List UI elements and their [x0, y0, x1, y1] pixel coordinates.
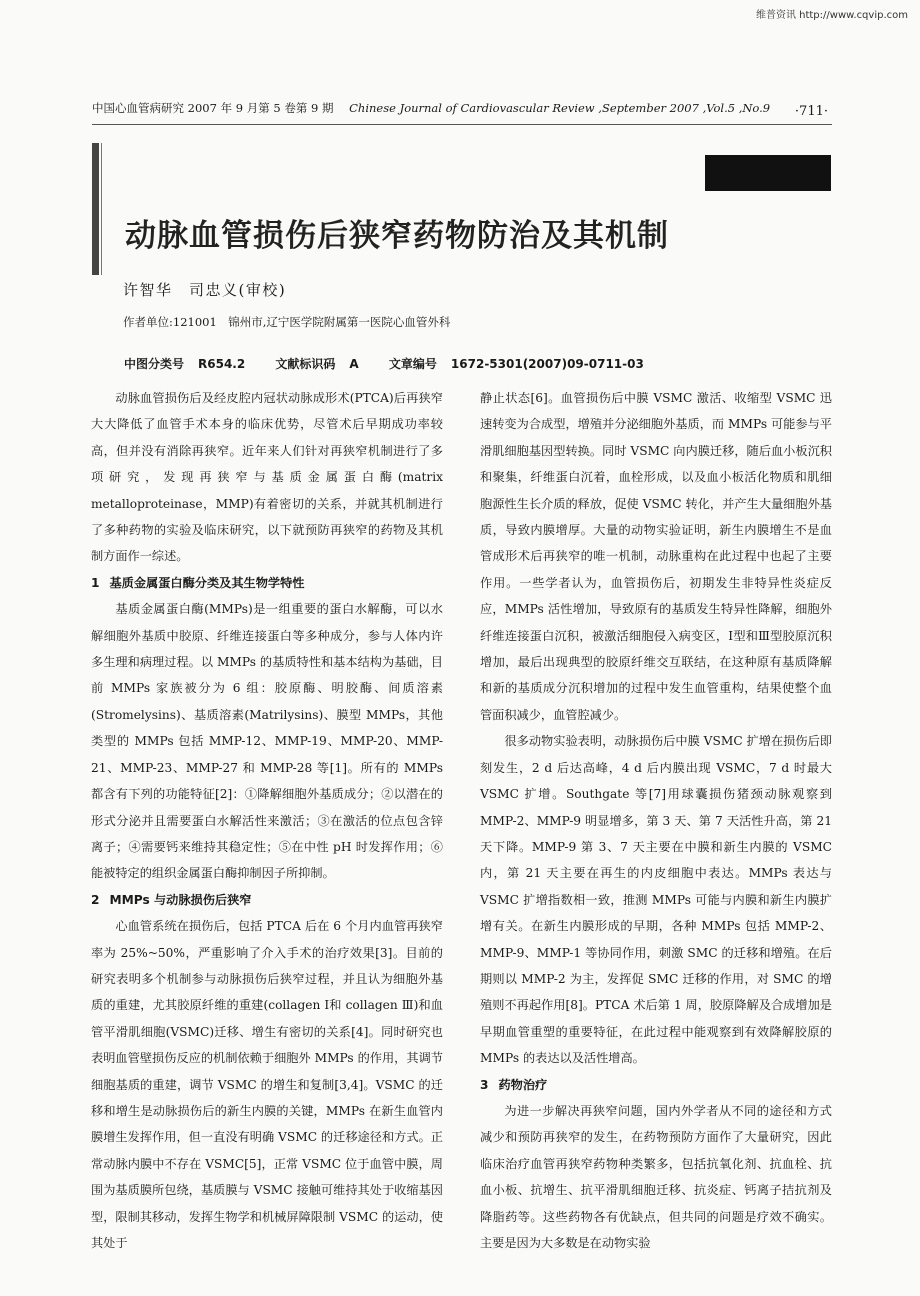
section-3-heading [480, 1072, 832, 1098]
continued-paragraph: 静止状态[6]。血管损伤后中膜 VSMC 激活、收缩型 VSMC 迅速转变为合成型，增殖并分泌细胞外基质，而 MMPs 可能参与平滑肌细胞基因型转换。同时 VSMC 向内膜迁移，随后血小板沉积和聚集，纤维蛋白沉着，血栓形成，以及血小板活化物质和肌细胞源性生长介质的释放，促使 VSMC 转化，并产生大量细胞外基质，导致内膜增厚。大量的动物实验证明，新生内膜增生不是血管成形术后再狭窄的唯一机制，动脉重构在此过程中也起了主要作用。一些学者认为，血管损伤后，初期发生非特异性炎症反应，MMPs 活性增加，导致原有的基质发生特异性降解，细胞外纤维连接蛋白沉积，被激活细胞侵入病变区，Ⅰ型和Ⅲ型胶原沉积增加，最后出现典型的胶原纤维交互联结，在这种原有基质降解和新的基质成分沉积增加的过程中发生血管重构，结果使整个血管面积减少，血管腔减少。 [480, 391, 832, 722]
section-2-number: 2 [91, 892, 100, 907]
class-number-label: 中图分类号 [124, 357, 185, 371]
decorative-side-lines [101, 143, 105, 275]
author-affiliation: 作者单位:121001 锦州市,辽宁医学院附属第一医院心血管外科 [123, 315, 451, 329]
watermark-site-text: 维普资讯 http://www.cqvip.com [755, 10, 908, 21]
intro-paragraph: 动脉血管损伤后及经皮腔内冠状动脉成形术(PTCA)后再狭窄大大降低了血管手术本身的临床优势，尽管术后早期成功率较高，但并没有消除再狭窄。近年来人们针对再狭窄机制进行了多项研究，发现再狭窄与基质金属蛋白酶(matrix metalloproteinase，MMP)有着密切的关系，并就其机制进行了多种药物的实验及临床研究，以下就预防再狭窄的药物及其机制方面作一综述。 [91, 391, 443, 564]
section-1-title: 基质金属蛋白酶分类及其生物学特性 [109, 575, 305, 590]
page-number: ·711· [794, 104, 828, 119]
section-1-paragraph: 基质金属蛋白酶(MMPs)是一组重要的蛋白水解酶，可以水解细胞外基质中胶原、纤维连接蛋白等多种成分，参与人体内许多生理和病理过程。以 MMPs 的基质特性和基本结构为基础，目前 MMPs 家族被分为 6 组：胶原酶、明胶酶、间质溶素(Stromelysins)、基质溶素(Matrilysins)、膜型 MMPs，其他类型的 MMPs 包括 MMP-12、MMP-19、MMP-20、MMP-21、MMP-23、MMP-27 和 MMP-28 等[1]。所有的 MMPs 都含有下列的功能特征[2]：①降解细胞外基质成分；②以潜在的形式分泌并且需要蛋白水解活性来激活；③在激活的位点包含锌离子；④需要钙来维持其稳定性；⑤在中性 pH 时发挥作用；⑥能被特定的组织金属蛋白酶抑制因子所抑制。 [91, 602, 443, 881]
journal-title-cn: 中国心血管病研究 2007 年 9 月第 5 卷第 9 期 [92, 101, 334, 115]
doc-code-value: A [349, 357, 359, 371]
section-2-paragraph: 心血管系统在损伤后，包括 PTCA 后在 6 个月内血管再狭窄率为 25%~50%，严重影响了介入手术的治疗效果[3]。目前的研究表明多个机制参与动脉损伤后狭窄过程，并且认为细胞外基质的重建，尤其胶原纤维的重建(collagen Ⅰ和 collagen Ⅲ)和血管平滑肌细胞(VSMC)迁移、增生有密切的关系[4]。同时研究也表明血管壁损伤反应的机制依赖于细胞外 MMPs 的作用，其调节细胞基质的重建，调节 VSMC 的增生和复制[3,4]。VSMC 的迁移和增生是动脉损伤后的新生内膜的关键，MMPs 在新生血管内膜增生发挥作用，但一直没有明确 VSMC 的迁移途径和方式。正常动脉内膜中不存在 VSMC[5]，正常 VSMC 位于血管中膜，周围为基质膜所包绕，基质膜与 VSMC 接触可维持其处于收缩基因型，限制其移动，发挥生物学和机械屏障限制 VSMC 的运动，使其处于 [91, 919, 443, 1250]
classification-line [124, 355, 658, 372]
section-1-heading [91, 570, 443, 596]
doc-code-label: 文献标识码 [275, 357, 336, 371]
section-1-number: 1 [91, 575, 100, 590]
class-number-value: R654.2 [198, 357, 246, 371]
article-number-label: 文章编号 [388, 357, 437, 371]
redaction-block [705, 155, 831, 191]
section-3-number: 3 [480, 1077, 489, 1092]
header-divider [92, 124, 832, 125]
left-column [91, 385, 443, 1256]
section-3-paragraph: 为进一步解决再狭窄问题，国内外学者从不同的途径和方式减少和预防再狭窄的发生，在药物预防方面作了大量研究，因此临床治疗血管再狭窄药物种类繁多，包括抗氧化剂、抗血栓、抗血小板、抗增生、抗平滑肌细胞迁移、抗炎症、钙离子拮抗剂及降脂药等。这些药物各有优缺点，但共同的问题是疗效不确实。主要是因为大多数是在动物实验 [480, 1103, 832, 1250]
article-authors: 许智华 司忠义(审校) [123, 281, 287, 299]
journal-title-en: Chinese Journal of Cardiovascular Review ,September 2007 ,Vol.5 ,No.9 [349, 101, 771, 115]
animal-study-paragraph: 很多动物实验表明，动脉损伤后中膜 VSMC 扩增在损伤后即刻发生，2 d 后达高峰，4 d 后内膜出现 VSMC，7 d 时最大 VSMC 扩增。Southgate 等[7]用球囊损伤猪颈动脉观察到 MMP-2、MMP-9 明显增多，第 3 天、第 7 天活性升高，第 21 天下降。MMP-9 第 3、7 天主要在中膜和新生内膜的 VSMC 内，第 21 天主要在再生的内皮细胞中表达。MMPs 表达与 VSMC 扩增指数相一致，推测 MMPs 可能与内膜和新生内膜扩增有关。在新生内膜形成的早期，各种 MMPs 包括 MMP-2、MMP-9、MMP-1 等协同作用，刺激 SMC 的迁移和增殖。在后期则以 MMP-2 为主，发挥促 SMC 迁移的作用，对 SMC 的增殖则不再起作用[8]。PTCA 术后第 1 周，胶原降解及合成增加是早期血管重塑的重要特征，在此过程中能观察到有效降解胶原的 MMPs 的表达以及活性增高。 [480, 734, 832, 1066]
decorative-side-bar [92, 143, 99, 275]
article-title: 动脉血管损伤后狭窄药物防治及其机制 [125, 218, 669, 254]
article-number-value: 1672-5301(2007)09-0711-03 [450, 357, 644, 371]
journal-running-header [92, 100, 832, 116]
section-2-title: MMPs 与动脉损伤后狭窄 [109, 892, 252, 907]
section-2-heading [91, 887, 443, 913]
section-3-title: 药物治疗 [498, 1077, 548, 1092]
right-column [480, 385, 832, 1256]
